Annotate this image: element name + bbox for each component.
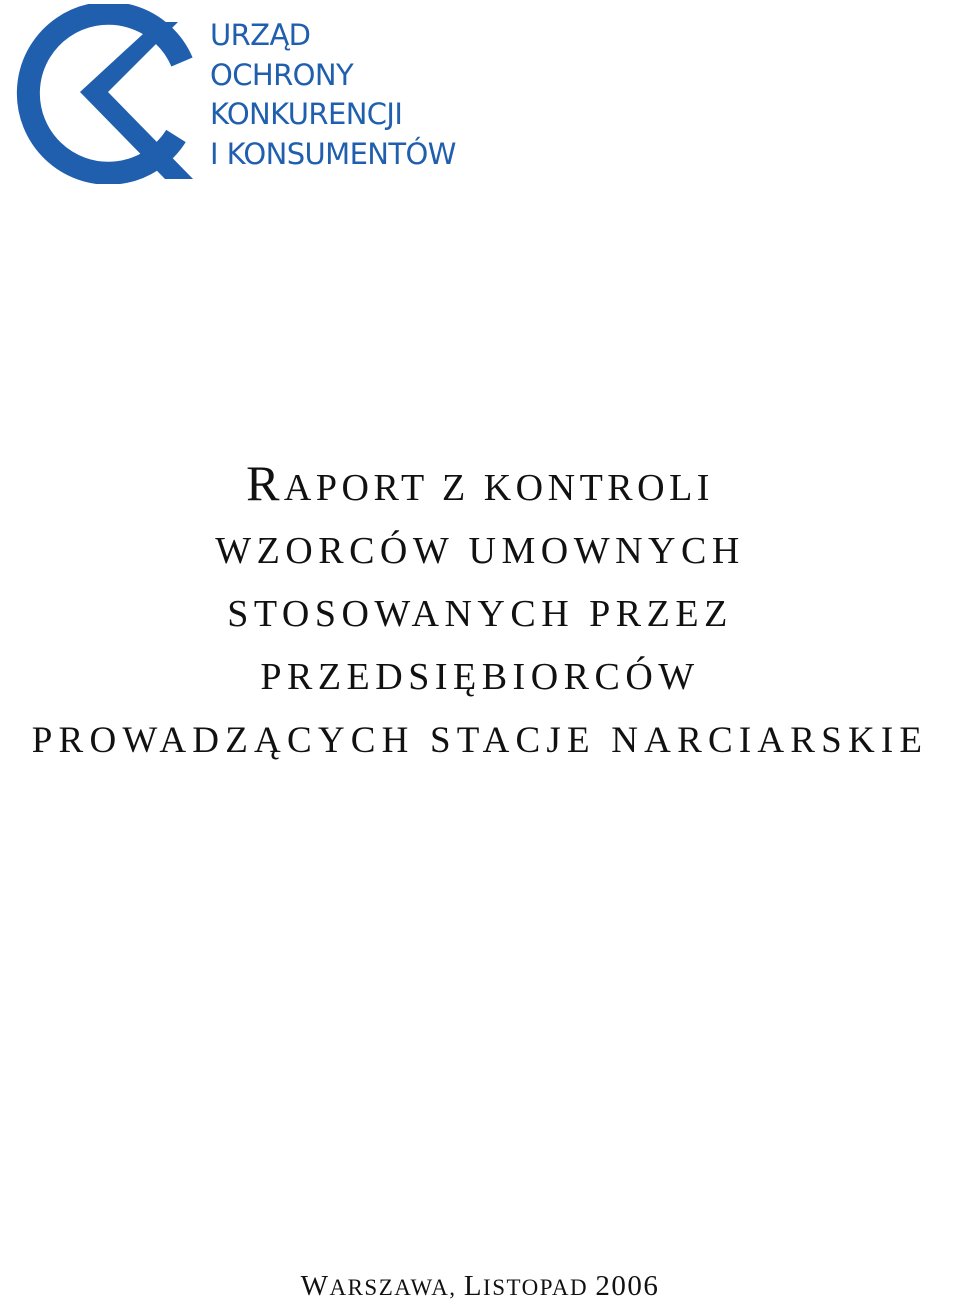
logo-line: KONKURENCJI — [210, 97, 403, 131]
logo-line: URZĄD — [210, 18, 311, 52]
logo-line: OCHRONY — [210, 57, 354, 92]
title-line-1-text: APORT Z KONTROLI — [283, 467, 714, 509]
title-line-2: WZORCÓW UMOWNYCH — [215, 530, 745, 572]
title-line-1 — [0, 452, 960, 520]
place-date-footer — [0, 1270, 960, 1303]
report-title — [0, 452, 960, 772]
logo-wordmark — [210, 16, 456, 174]
uokik-emblem-icon — [16, 4, 196, 184]
footer-l-cap: L — [463, 1270, 484, 1302]
title-line-5: PROWADZĄCYCH STACJE NARCIARSKIE — [31, 720, 929, 761]
uokik-logo — [16, 4, 496, 184]
title-drop-cap: R — [246, 455, 284, 511]
title-line-4: PRZEDSIĘBIORCÓW — [260, 656, 700, 698]
footer-city: ARSZAWA, — [329, 1275, 464, 1300]
footer-month: ISTOPAD — [483, 1275, 596, 1300]
title-line-3: STOSOWANYCH PRZEZ — [227, 593, 733, 635]
footer-w-cap: W — [300, 1270, 330, 1302]
footer-year: 2006 — [595, 1270, 660, 1302]
logo-line: I KONSUMENTÓW — [210, 136, 456, 171]
